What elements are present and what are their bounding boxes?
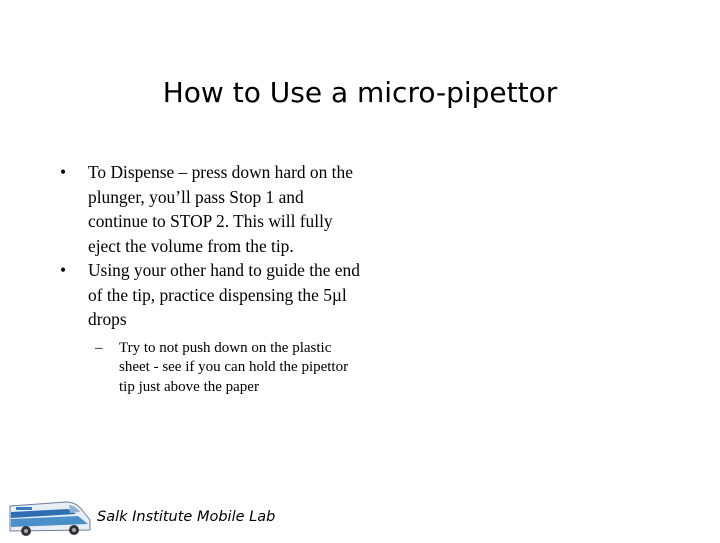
bullet-marker: •: [60, 260, 67, 280]
sub-bullet-item: [95, 339, 349, 398]
bullet-text: Using your other hand to guide the end of the tip, practice dispensing the 5µl drops: [88, 260, 360, 329]
bullet-item: [60, 258, 360, 332]
mobile-lab-van-icon: [6, 498, 92, 543]
footer-text: Salk Institute Mobile Lab: [97, 509, 276, 525]
bullet-marker: •: [60, 162, 67, 182]
bullet-text: To Dispense – press down hard on the plunger, you’ll pass Stop 1 and continue to STOP 2. This will fully eject the volume from the tip.: [88, 162, 353, 256]
slide-title: How to Use a micro-pipettor: [162, 76, 558, 109]
slide-body: [60, 160, 360, 397]
sub-bullet-marker: –: [95, 339, 103, 356]
bullet-item: [60, 160, 360, 258]
sub-bullet-text: Try to not push down on the plastic sheet - see if you can hold the pipettor tip just above the paper: [119, 339, 349, 395]
